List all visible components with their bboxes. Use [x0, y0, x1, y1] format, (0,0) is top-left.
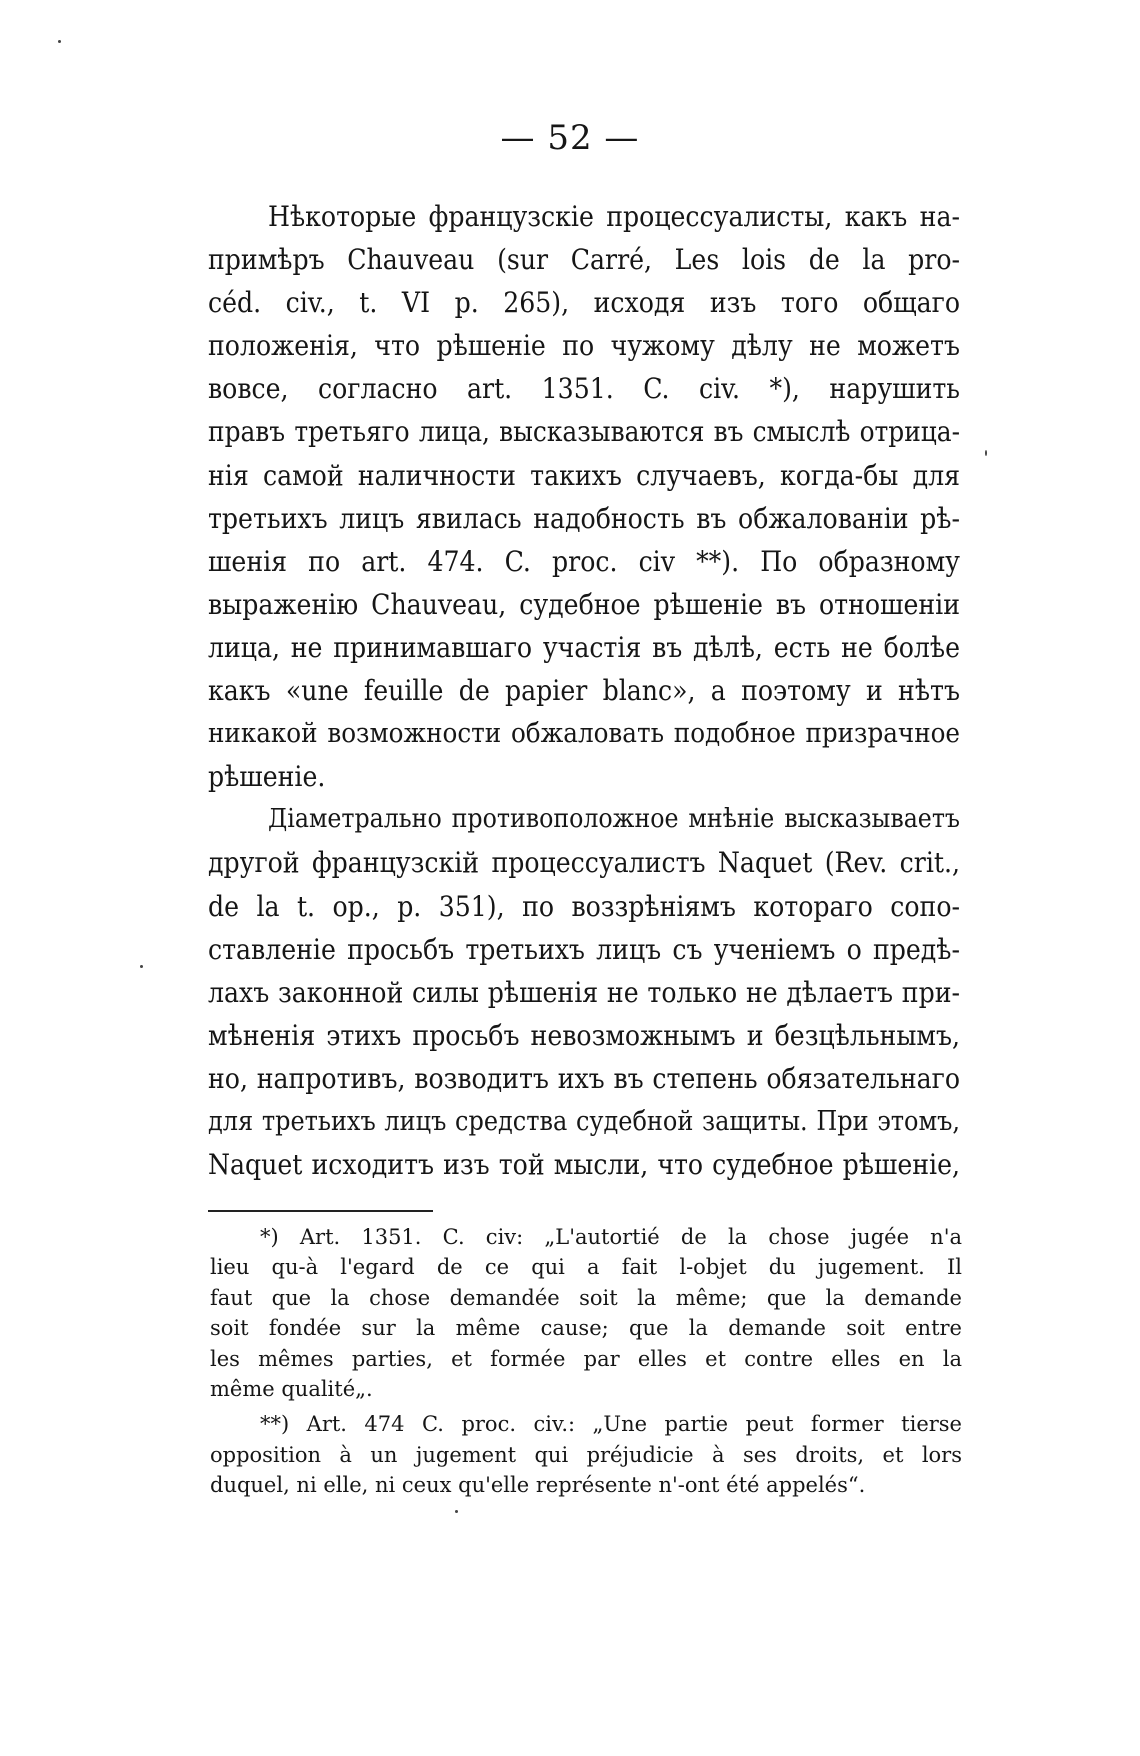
text-line: Нѣкоторые французскіе процессуалисты, какъ на-: [268, 200, 960, 233]
main-text: [208, 195, 960, 1186]
text-line: но, напротивъ, возводитъ ихъ въ степень обязательнаго: [208, 1061, 960, 1095]
paper-speck: [140, 965, 143, 968]
text-line: Діаметрально противоположное мнѣніе высказываетъ: [268, 804, 960, 835]
text-line: примѣръ Chauveau (sur Carré, Les lois de la pro-: [208, 243, 960, 277]
text-line: мѣненія этихъ просьбъ невозможнымъ и безцѣльнымъ,: [208, 1018, 960, 1052]
footnote-1: [210, 1222, 962, 1404]
page-number: — 52 —: [500, 118, 640, 158]
paper-speck: [58, 40, 61, 43]
text-line: de la t. op., p. 351), по воззрѣніямъ котораго сопо-: [208, 889, 960, 923]
paragraph-2: [208, 798, 960, 1186]
footnote-2: [210, 1409, 962, 1500]
text-line: никакой возможности обжаловать подобное призрачное: [208, 718, 960, 750]
paragraph-1: [208, 195, 960, 798]
text-line: какъ «une feuille de papier blanc», а поэтому и нѣтъ: [208, 674, 960, 708]
text-line: третьихъ лицъ явилась надобность въ обжалованіи рѣ-: [208, 501, 960, 535]
text-line: для третьихъ лицъ средства судебной защиты. При этомъ,: [208, 1105, 960, 1137]
text-line: положенія, что рѣшеніе по чужому дѣлу не можетъ: [208, 329, 960, 363]
text-line: céd. civ., t. VI p. 265), исходя изъ того общаго: [208, 286, 960, 320]
text-line: нія самой наличности такихъ случаевъ, когда-бы для: [208, 458, 960, 492]
text-line: лахъ законной силы рѣшенія не только не дѣлаетъ при-: [208, 975, 960, 1009]
footnote-divider: [208, 1210, 433, 1212]
text-line: правъ третьяго лица, высказываются въ смыслѣ отрица-: [208, 415, 960, 449]
footnote-line: *) Art. 1351. C. civ: „L'autortié de la chose jugée n'a: [260, 1225, 962, 1249]
footnote-line: duquel, ni elle, ni ceux qu'elle représente n'-ont été appelés“.: [210, 1473, 866, 1498]
text-line: ставленіе просьбъ третьихъ лицъ съ ученіемъ о предѣ-: [208, 932, 960, 966]
text-line: рѣшеніе.: [208, 760, 326, 794]
text-line: вовсе, согласно art. 1351. C. civ. *), нарушить: [208, 372, 960, 406]
footnote-line: faut que la chose demandée soit la même; que la demande: [210, 1285, 962, 1310]
footnote-line: les mêmes parties, et formée par elles et contre elles en la: [210, 1346, 962, 1371]
footnote-line: soit fondée sur la même cause; que la demande soit entre: [210, 1316, 962, 1341]
footnotes: [210, 1222, 962, 1501]
text-line: лица, не принимавшаго участія въ дѣлѣ, есть не болѣе: [208, 630, 960, 664]
text-line: шенія по art. 474. C. proc. civ **). По образному: [208, 544, 960, 578]
footnote-line: lieu qu-à l'egard de ce qui a fait l-objet du jugement. Il: [210, 1255, 962, 1280]
paper-speck: [455, 1510, 458, 1513]
paper-speck: [985, 450, 987, 456]
text-line: другой французскій процессуалистъ Naquet (Rev. crit.,: [208, 846, 960, 880]
footnote-line: **) Art. 474 C. proc. civ.: „Une partie peut former tierse: [260, 1412, 962, 1437]
footnote-line: opposition à un jugement qui préjudicie à ses droits, et lors: [210, 1442, 962, 1467]
text-line: выраженію Chauveau, судебное рѣшеніе въ отношеніи: [208, 587, 960, 621]
footnote-line: même qualité„.: [210, 1376, 373, 1401]
text-line: Naquet исходитъ изъ той мысли, что судебное рѣшеніе,: [208, 1148, 960, 1182]
